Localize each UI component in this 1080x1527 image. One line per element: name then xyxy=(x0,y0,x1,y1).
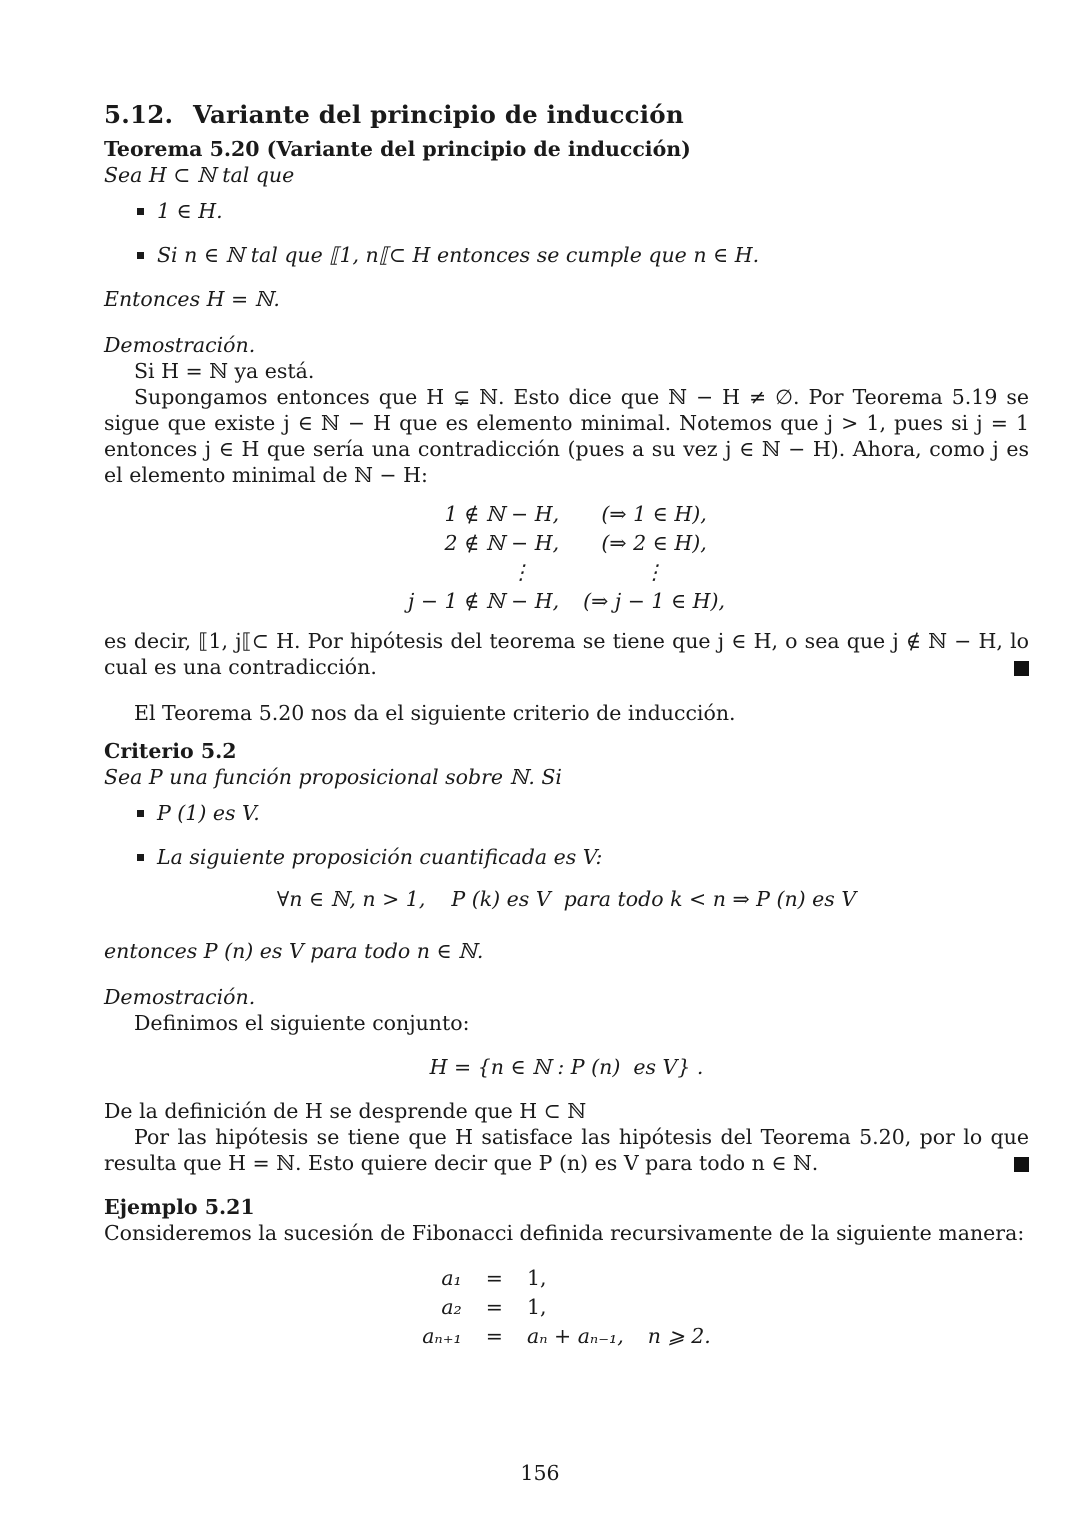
table-row: ⋮ ⋮ xyxy=(510,560,665,584)
proof-heading: Demostración. xyxy=(104,985,256,1009)
proof-line: De la definición de H se desprende que H ⊂ ℕ xyxy=(104,1099,587,1123)
table-row: a₂ = 1, xyxy=(441,1295,547,1319)
criterion-title: Criterio 5.2 xyxy=(104,739,237,763)
table-row: aₙ₊₁ = aₙ + aₙ₋₁, n ⩾ 2. xyxy=(422,1324,711,1348)
set-definition: H = {n ∈ ℕ : P (n) es V} . xyxy=(429,1055,704,1079)
list-item: P (1) es V. xyxy=(104,800,1029,826)
proof-heading: Demostración. xyxy=(104,333,256,357)
bullet-icon xyxy=(137,810,144,817)
criterion-conclusion: entonces P (n) es V para todo n ∈ ℕ. xyxy=(104,939,484,963)
implication-table xyxy=(396,500,737,616)
section-title: Variante del principio de inducción xyxy=(193,100,684,129)
table-row: j − 1 ∉ ℕ − H, (⇒ j − 1 ∈ H), xyxy=(407,589,726,613)
criterion-formula: ∀n ∈ ℕ, n > 1, P (k) es V para todo k < n ⇒ P (n) es V xyxy=(276,887,857,911)
table-row: 2 ∉ ℕ − H, (⇒ 2 ∈ H), xyxy=(444,531,707,555)
theorem-conclusion: Entonces H = ℕ. xyxy=(104,287,280,311)
theorem-intro: Sea H ⊂ ℕ tal que xyxy=(104,163,295,187)
list-item: Si n ∈ ℕ tal que ⟦1, n⟦⊂ H entonces se cumple que n ∈ H. xyxy=(104,242,1029,268)
bridge-text: El Teorema 5.20 nos da el siguiente criterio de inducción. xyxy=(134,701,736,725)
table-row: 1 ∉ ℕ − H, (⇒ 1 ∈ H), xyxy=(444,502,707,526)
qed-icon xyxy=(1014,1157,1029,1172)
fibonacci-definition xyxy=(410,1264,723,1351)
theorem-title: Teorema 5.20 (Variante del principio de inducción) xyxy=(104,137,691,161)
table-row: a₁ = 1, xyxy=(441,1266,547,1290)
list-item: 1 ∈ H. xyxy=(104,198,1029,224)
example-intro: Consideremos la sucesión de Fibonacci definida recursivamente de la siguiente manera: xyxy=(104,1221,1025,1245)
bullet-icon xyxy=(137,854,144,861)
criterion-hypotheses xyxy=(104,800,1029,870)
proof-line: Definimos el siguiente conjunto: xyxy=(134,1011,470,1035)
theorem-hypotheses xyxy=(104,198,1029,268)
qed-icon xyxy=(1014,661,1029,676)
proof-paragraph: Por las hipótesis se tiene que H satisface las hipótesis del Teorema 5.20, por lo que resulta que H = ℕ. Esto quiere decir que P (n) es V para todo n ∈ ℕ. xyxy=(104,1125,1029,1175)
bullet-icon xyxy=(137,208,144,215)
proof-line: Si H = ℕ ya está. xyxy=(134,359,315,383)
page-number: 156 xyxy=(520,1461,560,1485)
list-item: La siguiente proposición cuantificada es V: xyxy=(104,844,1029,870)
bullet-icon xyxy=(137,252,144,259)
page-content xyxy=(104,98,1029,1351)
section-heading xyxy=(104,98,1029,132)
criterion-intro: Sea P una función proposicional sobre ℕ. Si xyxy=(104,765,562,789)
example-title: Ejemplo 5.21 xyxy=(104,1195,255,1219)
proof-closing: es decir, ⟦1, j⟦⊂ H. Por hipótesis del teorema se tiene que j ∈ H, o sea que j ∉ ℕ − H, lo cual es una contradicción. xyxy=(104,629,1029,679)
proof-paragraph: Supongamos entonces que H ⊊ ℕ. Esto dice que ℕ − H ≠ ∅. Por Teorema 5.19 se sigue que existe j ∈ ℕ − H que es elemento minimal. Notemos que j > 1, pues si j = 1 entonces j ∈ H que sería una contradicción (pues a su vez j ∈ ℕ − H). Ahora, como j es el elemento minimal de ℕ − H: xyxy=(104,385,1029,487)
section-number: 5.12. xyxy=(104,100,174,129)
